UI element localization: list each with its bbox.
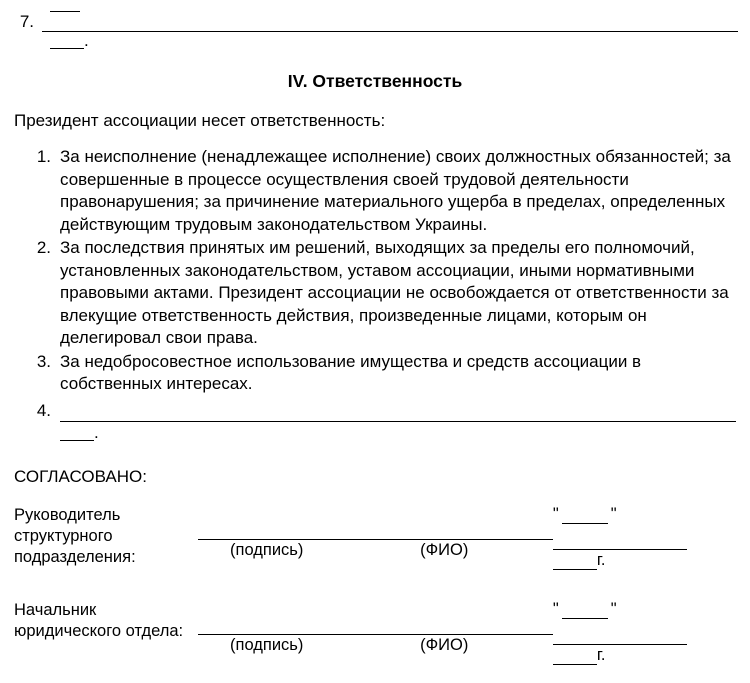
top-fragment: [0, 0, 750, 49]
list-item-text: За последствия принятых им решений, выходящих за пределы его полномочий, установленных законодательством, уставом ассоциации, иными нормативными правовыми актами. Президент ассоциации не освобождается от ответственности за влекущие ответственность действия, произведенные лицами, которым он делегировал свои права.: [60, 238, 729, 347]
date-day-rule: [562, 510, 608, 524]
item-7-row: [14, 12, 738, 32]
table-spacer-row: [14, 570, 720, 600]
fio-cell: [336, 600, 553, 665]
date-year-row[interactable]: [553, 645, 720, 665]
approval-heading: СОГЛАСОВАНО:: [14, 466, 147, 486]
year-suffix: г.: [596, 645, 606, 664]
date-year-row[interactable]: [553, 550, 720, 570]
role-label: Начальник юридического отдела:: [14, 600, 184, 640]
list-item: [14, 146, 736, 236]
date-year-rule: [553, 651, 597, 665]
signature-line[interactable]: [198, 505, 336, 540]
date-cell: [553, 600, 720, 665]
list-item-marker: 1.: [36, 147, 51, 166]
blank-list-item: [14, 400, 736, 422]
list-item: [14, 351, 736, 396]
table-row: [14, 505, 720, 570]
list-item: [14, 237, 736, 350]
date-day-row[interactable]: [553, 600, 720, 622]
item-7-tail: [50, 32, 738, 49]
date-cell: [553, 505, 720, 570]
fio-line[interactable]: [336, 505, 553, 540]
blank-item-marker: 4.: [36, 400, 51, 420]
blank-item-tail: [60, 424, 736, 441]
list-item-text: За недобросовестное использование имущества и средств ассоциации в собственных интересах.: [60, 351, 642, 393]
quote-close: ": [610, 504, 617, 523]
signature-caption: (подпись): [230, 635, 304, 654]
blank-item-dot: .: [94, 422, 99, 442]
signature-table: [14, 505, 720, 665]
responsibility-list: [14, 146, 736, 396]
quote-close: ": [610, 599, 617, 618]
list-item-text: За неисполнение (ненадлежащее исполнение) своих должностных обязанностей; за совершенные в процессе осуществления своей трудовой деятельности правонарушения; за причинение материального ущерба в пределах, определенных действующим трудовым законодательством Украины.: [60, 147, 731, 234]
fio-cell: [336, 505, 553, 570]
quote-open: ": [552, 599, 559, 618]
item-7-number: 7.: [19, 12, 34, 31]
item-7-dot: .: [84, 31, 89, 50]
fio-caption: (ФИО): [420, 635, 469, 654]
list-item-marker: 3.: [36, 351, 51, 371]
signature-caption: (подпись): [230, 540, 304, 559]
blank-item-rule: [60, 405, 736, 422]
role-label: Руководитель структурного подразделения:: [14, 505, 136, 566]
date-month-rule[interactable]: [553, 527, 687, 550]
item-7-rule: [42, 17, 738, 32]
signature-cell: [198, 505, 336, 570]
quote-open: ": [552, 504, 559, 523]
year-suffix: г.: [596, 550, 606, 569]
date-day-rule: [562, 605, 608, 619]
fio-line[interactable]: [336, 600, 553, 635]
signature-line[interactable]: [198, 600, 336, 635]
date-month-rule[interactable]: [553, 622, 687, 645]
item-7-short-rule: [50, 35, 84, 49]
section-lead: Президент ассоциации несет ответственность:: [14, 111, 386, 130]
fio-caption: (ФИО): [420, 540, 469, 559]
list-item-marker: 2.: [36, 238, 51, 257]
date-year-rule: [553, 556, 597, 570]
table-row: [14, 600, 720, 665]
blank-item-short-rule: [60, 427, 94, 441]
section-title: IV. Ответственность: [287, 71, 463, 91]
signature-cell: [198, 600, 336, 665]
date-day-row[interactable]: [553, 505, 720, 527]
